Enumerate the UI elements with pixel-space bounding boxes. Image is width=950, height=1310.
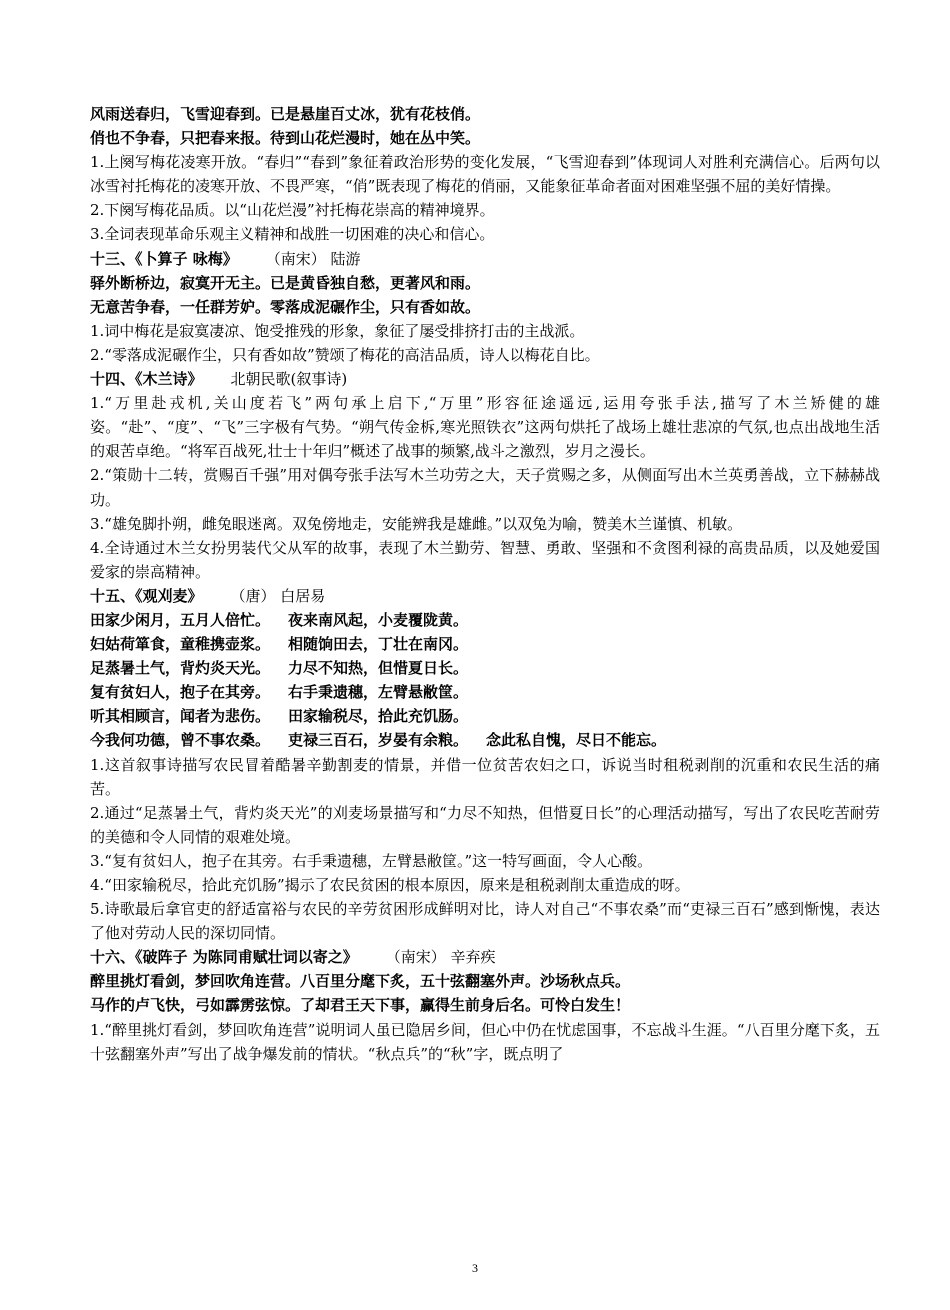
poem-line bbox=[90, 680, 880, 704]
poem-line: 俏也不争春，只把春来报。待到山花烂漫时，她在丛中笑。 bbox=[90, 129, 481, 148]
annotation-paragraph: 1.这首叙事诗描写农民冒着酷暑辛勤割麦的情景，并借一位贫苦农妇之口，诉说当时租税剥削的沉重和农民生活的痛苦。 bbox=[90, 755, 880, 798]
section-author: （唐） 白居易 bbox=[230, 586, 326, 605]
poem-line bbox=[90, 632, 880, 656]
page-number: 3 bbox=[472, 1261, 478, 1275]
annotation-paragraph: 2.通过“足蒸暑土气，背灼炎天光”的刈麦场景描写和“力尽不知热，但惜夏日长”的心理活动描写，写出了农民吃苦耐劳的美德和令人同情的艰难处境。 bbox=[90, 803, 880, 846]
annotation-paragraph: 1.上阕写梅花凌寒开放。“春归”“春到”象征着政治形势的变化发展，“飞雪迎春到”体现词人对胜利充满信心。后两句以冰雪衬托梅花的凌寒开放、不畏严寒，“俏”既表现了梅花的俏丽，又能象征革命者面对困难坚强不屈的美好情操。 bbox=[90, 153, 880, 196]
annotation-paragraph: 1.词中梅花是寂寞凄凉、饱受推残的形象，象征了屡受排挤打击的主战派。 bbox=[90, 321, 585, 340]
poem-verse: 念此私自愧，尽日不能忘。 bbox=[486, 731, 667, 750]
section-author: 北朝民歌(叙事诗) bbox=[230, 370, 348, 389]
poem-line: 醉里挑灯看剑，梦回吹角连营。八百里分麾下炙，五十弦翻塞外声。沙场秋点兵。 bbox=[90, 972, 631, 991]
poem-line bbox=[90, 608, 880, 632]
annotation-paragraph: 3.“雄兔脚扑朔，雌兔眼迷离。双兔傍地走，安能辨我是雄雌。”以双兔为喻，赞美木兰谨慎、机敏。 bbox=[90, 514, 743, 533]
annotation-paragraph: 1.“醉里挑灯看剑，梦回吹角连营”说明词人虽已隐居乡间，但心中仍在忧虑国事，不忘战斗生涯。“八百里分麾下炙，五十弦翻塞外声”写出了战争爆发前的情状。“秋点兵”的“秋”字，既点明了 bbox=[90, 1020, 880, 1063]
section-title: 十五、《观刈麦》 bbox=[90, 586, 203, 605]
section-title: 十三、《卜算子 咏梅》 bbox=[90, 249, 238, 268]
poem-verse: 足蒸暑土气，背灼炎天光。 bbox=[90, 659, 271, 678]
poem-verse: 妇姑荷箪食，童稚携壶浆。 bbox=[90, 635, 271, 654]
annotation-paragraph: 3.“复有贫妇人，抱子在其旁。右手秉遗穗，左臂悬敝筐。”这一特写画面，令人心酸。 bbox=[90, 851, 653, 870]
poem-verse: 田家输税尽，拾此充饥肠。 bbox=[288, 707, 469, 726]
poem-line: 风雨送春归，飞雪迎春到。已是悬崖百丈冰，犹有花枝俏。 bbox=[90, 105, 481, 123]
annotation-paragraph: 1.“万里赴戎机,关山度若飞”两句承上启下,“万里”形容征途遥远,运用夸张手法,描写了木兰矫健的雄姿。“赴”、“度”、“飞”三字极有气势。“朔气传金柝,寒光照铁衣”这两句烘托了战场上雄壮悲凉的气氛,也点出战地生活的艰苦卓绝。“将军百战死,壮士十年归”概述了战事的频繁,战斗之激烈，岁月之漫长。 bbox=[90, 394, 880, 461]
annotation-paragraph: 2.下阕写梅花品质。以“山花烂漫”衬托梅花崇高的精神境界。 bbox=[90, 201, 495, 220]
poem-line bbox=[90, 656, 880, 680]
section-author: （南宋） 陆游 bbox=[265, 249, 361, 268]
poem-verse: 吏禄三百石，岁晏有余粮。 bbox=[288, 731, 469, 750]
poem-line: 马作的卢飞快，弓如霹雳弦惊。了却君王天下事，赢得生前身后名。可怜白发生！ bbox=[90, 996, 631, 1015]
poem-verse: 右手秉遗穗，左臂悬敝筐。 bbox=[288, 683, 469, 702]
poem-line bbox=[90, 704, 880, 728]
annotation-paragraph: 2.“零落成泥碾作尘，只有香如故”赞颂了梅花的高洁品质，诗人以梅花自比。 bbox=[90, 345, 600, 364]
poem-line: 无意苦争春，一任群芳妒。零落成泥碾作尘，只有香如故。 bbox=[90, 297, 481, 316]
poem-line: 驿外断桥边，寂寞开无主。已是黄昏独自愁，更著风和雨。 bbox=[90, 273, 481, 292]
poem-verse: 力尽不知热，但惜夏日长。 bbox=[288, 659, 469, 678]
poem-verse: 夜来南风起，小麦覆陇黄。 bbox=[288, 610, 469, 629]
poem-verse: 相随饷田去，丁壮在南冈。 bbox=[288, 635, 469, 654]
annotation-paragraph: 2.“策勋十二转，赏赐百千强”用对偶夸张手法写木兰功劳之大，天子赏赐之多，从侧面写出木兰英勇善战，立下赫赫战功。 bbox=[90, 466, 880, 509]
poem-verse: 田家少闲月，五月人倍忙。 bbox=[90, 610, 271, 629]
section-title: 十六、《破阵子 为陈同甫赋壮词以寄之》 bbox=[90, 948, 358, 967]
section-heading bbox=[90, 945, 880, 969]
annotation-paragraph: 4.全诗通过木兰女扮男装代父从军的故事，表现了木兰勤劳、智慧、勇敢、坚强和不贪图利禄的高贵品质，以及她爱国爱家的崇高精神。 bbox=[90, 538, 880, 581]
document-body bbox=[90, 102, 880, 1066]
section-title: 十四、《木兰诗》 bbox=[90, 370, 203, 389]
annotation-paragraph: 4.“田家输税尽，拾此充饥肠”揭示了农民贫困的根本原因，原来是租税剥削太重造成的呀。 bbox=[90, 876, 690, 894]
section-heading bbox=[90, 367, 880, 391]
poem-verse: 听其相顾言，闻者为悲伤。 bbox=[90, 707, 271, 726]
section-heading bbox=[90, 247, 880, 271]
poem-verse: 复有贫妇人，抱子在其旁。 bbox=[90, 683, 271, 702]
section-author: （南宋） 辛弃疾 bbox=[385, 948, 496, 967]
section-heading bbox=[90, 584, 880, 608]
annotation-paragraph: 3.全词表现革命乐观主义精神和战胜一切困难的决心和信心。 bbox=[90, 225, 495, 244]
poem-verse: 今我何功德，曾不事农桑。 bbox=[90, 731, 271, 750]
poem-line bbox=[90, 728, 880, 752]
annotation-paragraph: 5.诗歌最后拿官吏的舒适富裕与农民的辛劳贫困形成鲜明对比，诗人对自己“不事农桑”而“吏禄三百石”感到惭愧，表达了他对劳动人民的深切同情。 bbox=[90, 900, 880, 943]
